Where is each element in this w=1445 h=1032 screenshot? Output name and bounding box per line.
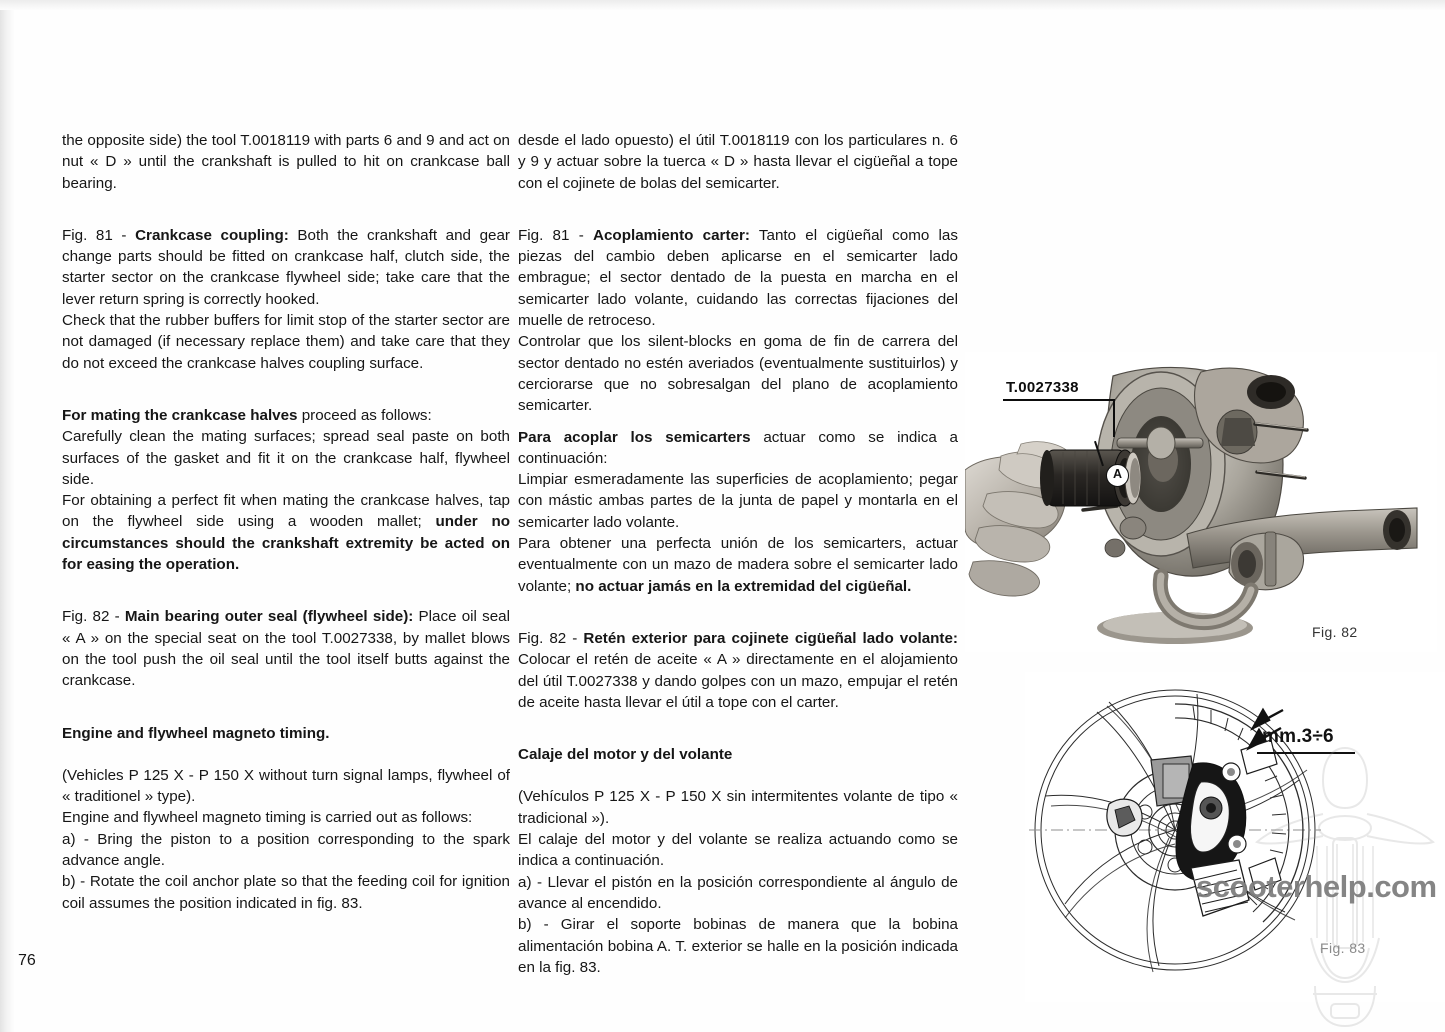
paragraph-timing-b-es: b) - Girar el soporte bobinas de manera que la bobina alimentación bobina A. T. exterior se halle en la posición indicada en la fig. 83. [518,916,958,976]
timing-heading-es [518,744,958,765]
fig81-label-es: Fig. 81 - [518,226,593,244]
page-number: 76 [18,952,36,969]
mating-intro-es: actuar como se indica a continuación: [518,428,958,467]
spacer [62,692,510,723]
gap-dimension-label: mm.3÷6 [1262,726,1334,747]
figure-83-drawing [1025,672,1445,1002]
figure-83-caption: Fig. 83 [1320,940,1366,956]
timing-heading-en [62,723,510,744]
spacer [62,575,510,606]
tool-label-underline [1003,399,1115,401]
paragraph-timing-a-es: a) - Llevar el pistón en la posición correspondiente al ángulo de avance al encendido. [518,873,958,912]
scan-edge-shadow-top [0,0,1445,10]
paragraph-timing-intro-en: Engine and flywheel magneto timing is carried out as follows: [62,809,473,827]
paragraph-fig81-body2-en: Check that the rubber buffers for limit stop of the starter sector are not damaged (if necessary replace them) and take care that they do not exceed the crankcase halves coupling surface. [62,312,510,372]
paragraph-timing-vehicles-en: (Vehicles P 125 X - P 150 X without turn signal lamps, flywheel of « traditionel » type). [62,766,510,806]
paragraph-fig81-es [518,225,958,331]
paragraph-mating-body-es: Limpiar esmeradamente las superficies de acoplamiento; pegar con mástic ambas partes de la junta de papel y montarla en el semicarter lado volante. [518,471,958,531]
paragraph-fig82-en [62,606,510,691]
mating-body2-bold-es: no actuar jamás en la extremidad del cigüeñal. [575,577,912,595]
paragraph-fig81-body2-es: Controlar que los silent-blocks en goma de fin de carrera del sector dentado no estén averiados (eventualmente sustituirlos) y cerciorarse que no sobresalgan del plano de acoplamiento semicarter. [518,333,958,415]
fig82-heading-en: Main bearing outer seal (flywheel side): [124,608,414,626]
mating-intro-en: proceed as follows: [297,406,432,424]
fig82-label-en: Fig. 82 - [62,608,125,626]
paragraph-mating-heading-en [62,405,510,426]
fig81-body-en: Both the crankshaft and gear change parts should be fitted on crankcase half, clutch side, the starter sector on the crankcase flywheel side; take care that the lever return spring is correctly hooked. [62,226,510,308]
mating-heading-en: For mating the crankcase halves [62,406,298,424]
figure-82-caption: Fig. 82 [1312,624,1358,640]
paragraph-timing-vehicles-es: (Vehículos P 125 X - P 150 X sin intermitentes volante de tipo « tradicional »). [518,788,958,827]
text-column-english [62,130,510,914]
paragraph-timing-intro-es: El calaje del motor y del volante se realiza actuando como se indica a continuación. [518,831,958,870]
tool-label-leader-line [1113,399,1115,437]
timing-heading-text-es: Calaje del motor y del volante [518,746,733,764]
paragraph-mating-body-en: Carefully clean the mating surfaces; spread seal paste on both surfaces of the gasket and fit it on the crankcase half, flywheel side. [62,428,510,488]
fig81-heading-en: Crankcase coupling: [135,226,289,244]
mating-body2-pre-es: Para obtener una perfecta unión de los semicarters, actuar eventualmente con un mazo de madera sobre el semicarter lado volante; [518,535,958,595]
flywheel-magneto-diagram [1025,672,1445,1002]
spacer [518,417,958,427]
paragraph-mating-body2-es [518,533,958,597]
mating-heading-es: Para acoplar los semicarters [518,428,751,446]
fig82-heading-es: Retén exterior para cojinete cigüeñal lado volante: [583,629,958,647]
paragraph-mating-heading-es [518,427,958,470]
callout-a-marker: A [1106,464,1129,487]
timing-heading-text-en: Engine and flywheel magneto timing. [62,724,330,742]
tool-number-label: T.0027338 [1003,378,1082,398]
spacer [518,597,958,628]
scan-edge-shadow-left [0,0,14,1032]
paragraph-continuation-es: desde el lado opuesto) el útil T.0018119 con los particulares n. 6 y 9 y actuar sobre la tuerca « D » hasta llevar el cigüeñal a tope con el cojinete de bolas del semicarter. [518,132,958,192]
fig82-body-es: Colocar el retén de aceite « A » directamente en el alojamiento del útil T.0027338 y dando golpes con un mazo, empujar el retén de aceite hasta llevar el útil a tope con el carter. [518,651,958,711]
paragraph-fig81-en [62,225,510,310]
spacer [518,765,958,786]
spacer [518,713,958,744]
paragraph-timing-b-en: b) - Rotate the coil anchor plate so that the feeding coil for ignition coil assumes the position indicated in fig. 83. [62,873,510,912]
mating-body2-bold-en: under no circumstances should the crankshaft extremity be acted on for easing the operation. [62,513,511,574]
paragraph-timing-a-en: a) - Bring the piston to a position corresponding to the spark advance angle. [62,830,510,870]
fig82-body-en: Place oil seal « A » on the special seat on the tool T.0027338, by mallet blows on the tool push the oil seal until the tool itself butts against the crankcase. [62,608,510,690]
spacer [62,194,510,225]
gap-dimension-underline [1257,752,1355,754]
spacer [62,744,510,765]
mating-body2-pre-en: For obtaining a perfect fit when mating the crankcase halves, tap on the flywheel side using a wooden mallet; [62,492,510,531]
fig81-label-en: Fig. 81 - [62,226,136,244]
fig81-heading-es: Acoplamiento carter: [593,226,750,244]
spacer [62,374,510,405]
fig81-body-es: Tanto el cigüeñal como las piezas del cambio deben aplicarse en el semicarter lado embrague; el sector dentado de la puesta en marcha en el semicarter lado volante, cuidando las correctas fijaciones del muelle de retroceso. [518,226,958,330]
fig82-label-es: Fig. 82 - [518,629,584,647]
paragraph-fig82-es [518,628,958,713]
paragraph-continuation-en: the opposite side) the tool T.0018119 with parts 6 and 9 and act on nut « D » until the crankshaft is pulled to hit on crankcase ball bearing. [62,132,510,192]
site-watermark: scooterhelp.com [1196,869,1437,904]
text-column-spanish [518,130,958,978]
spacer [518,194,958,225]
paragraph-mating-body2-en [62,490,510,575]
